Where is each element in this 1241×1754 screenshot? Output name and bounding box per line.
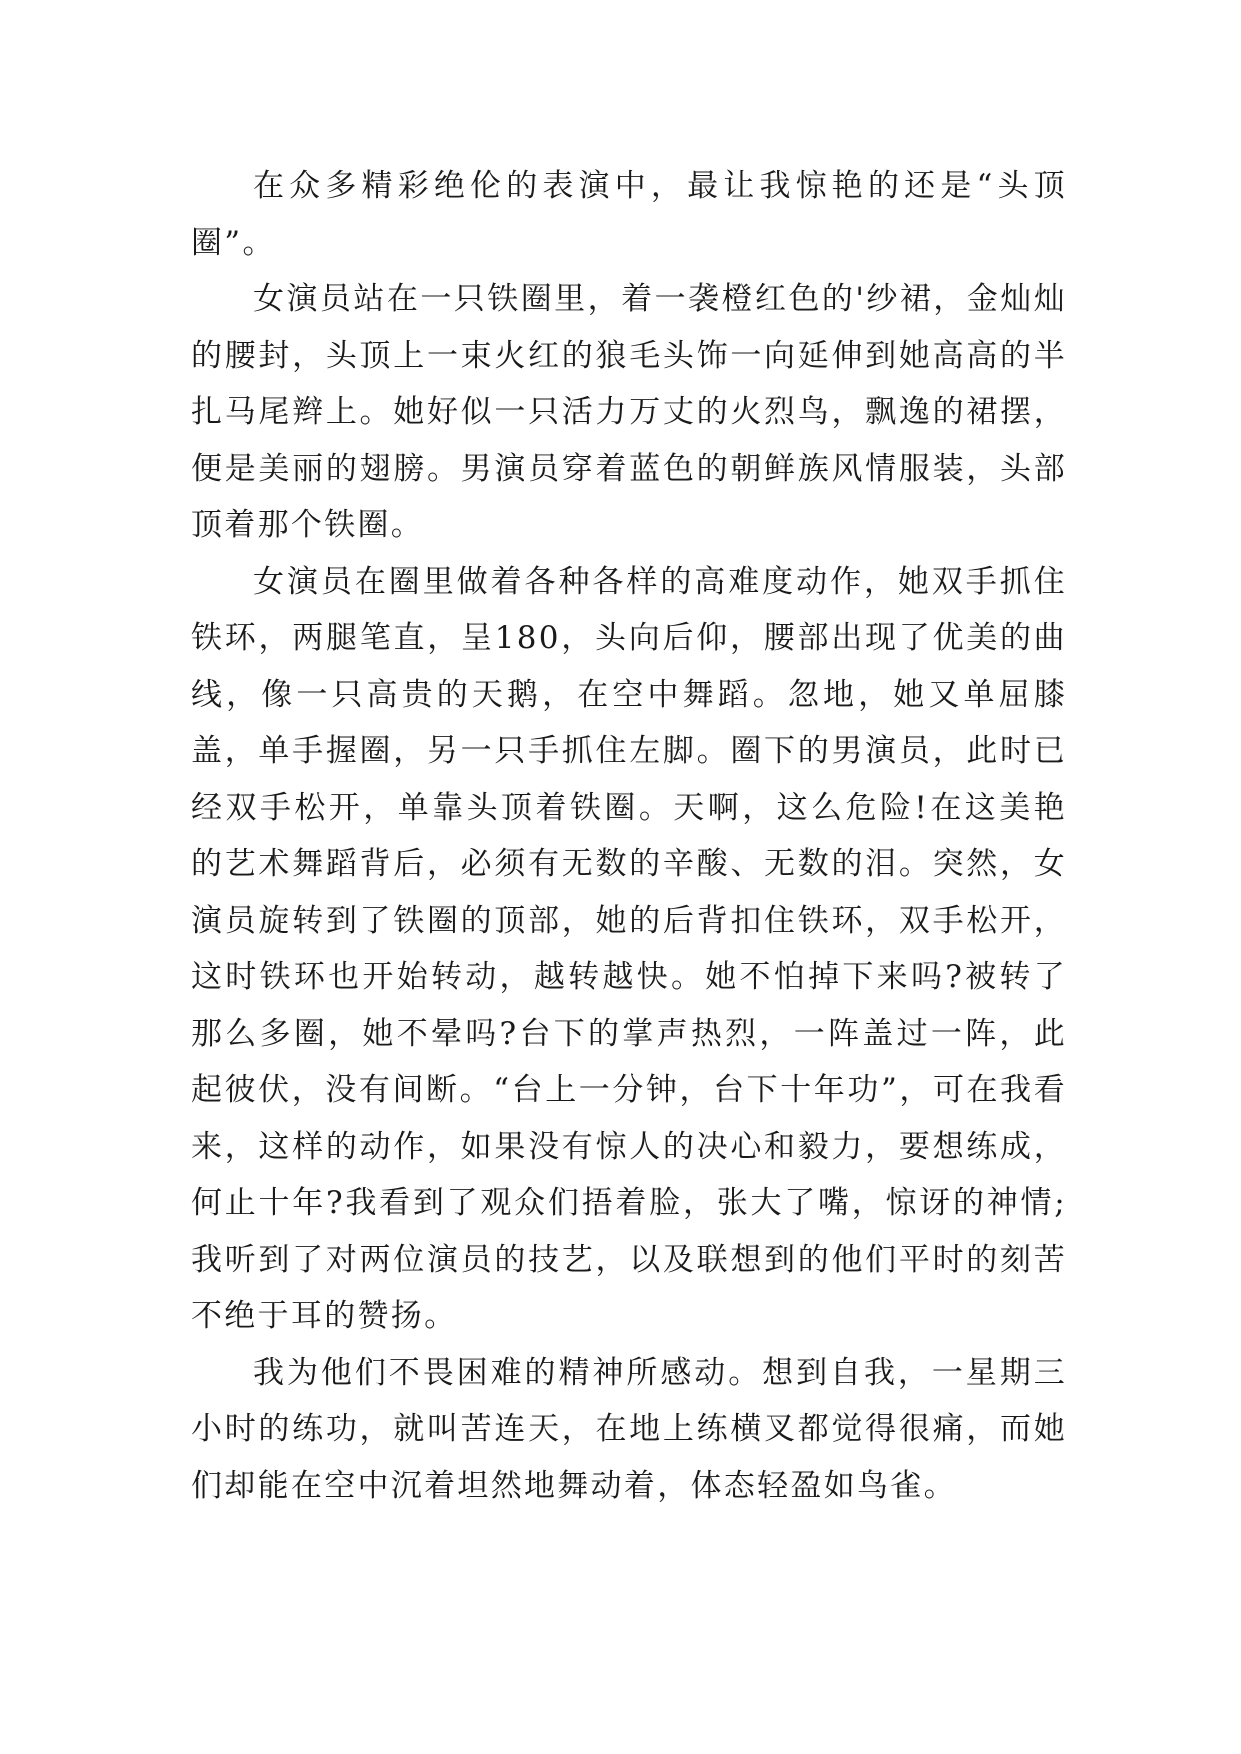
- paragraph-4: 我为他们不畏困难的精神所感动。想到自我，一星期三小时的练功，就叫苦连天，在地上练横叉都觉得很痛，而她们却能在空中沉着坦然地舞动着，体态轻盈如鸟雀。: [191, 1354, 1067, 1504]
- paragraph-3: 女演员在圈里做着各种各样的高难度动作，她双手抓住铁环，两腿笔直，呈180，头向后仰，腰部出现了优美的曲线，像一只高贵的天鹅，在空中舞蹈。忽地，她又单屈膝盖，单手握圈，另一只手抓住左脚。圈下的男演员，此时已经双手松开，单靠头顶着铁圈。天啊，这么危险!在这美艳的艺术舞蹈背后，必须有无数的辛酸、无数的泪。突然，女演员旋转到了铁圈的顶部，她的后背扣住铁环，双手松开，这时铁环也开始转动，越转越快。她不怕掉下来吗?被转了那么多圈，她不晕吗?台下的掌声热烈，一阵盖过一阵，此起彼伏，没有间断。“台上一分钟，台下十年功”，可在我看来，这样的动作，如果没有惊人的决心和毅力，要想练成，何止十年?我看到了观众们捂着脸，张大了嘴，惊讶的神情;我听到了对两位演员的技艺，以及联想到的他们平时的刻苦不绝于耳的赞扬。: [191, 563, 1067, 1334]
- paragraph-2: 女演员站在一只铁圈里，着一袭橙红色的'纱裙，金灿灿的腰封，头顶上一束火红的狼毛头饰一向延伸到她高高的半扎马尾辫上。她好似一只活力万丈的火烈鸟，飘逸的裙摆，便是美丽的翅膀。男演员穿着蓝色的朝鲜族风情服装，头部顶着那个铁圈。: [191, 281, 1067, 543]
- document-body: [191, 158, 1067, 1514]
- paragraph-1: 在众多精彩绝伦的表演中，最让我惊艳的还是“头顶圈”。: [191, 168, 1067, 261]
